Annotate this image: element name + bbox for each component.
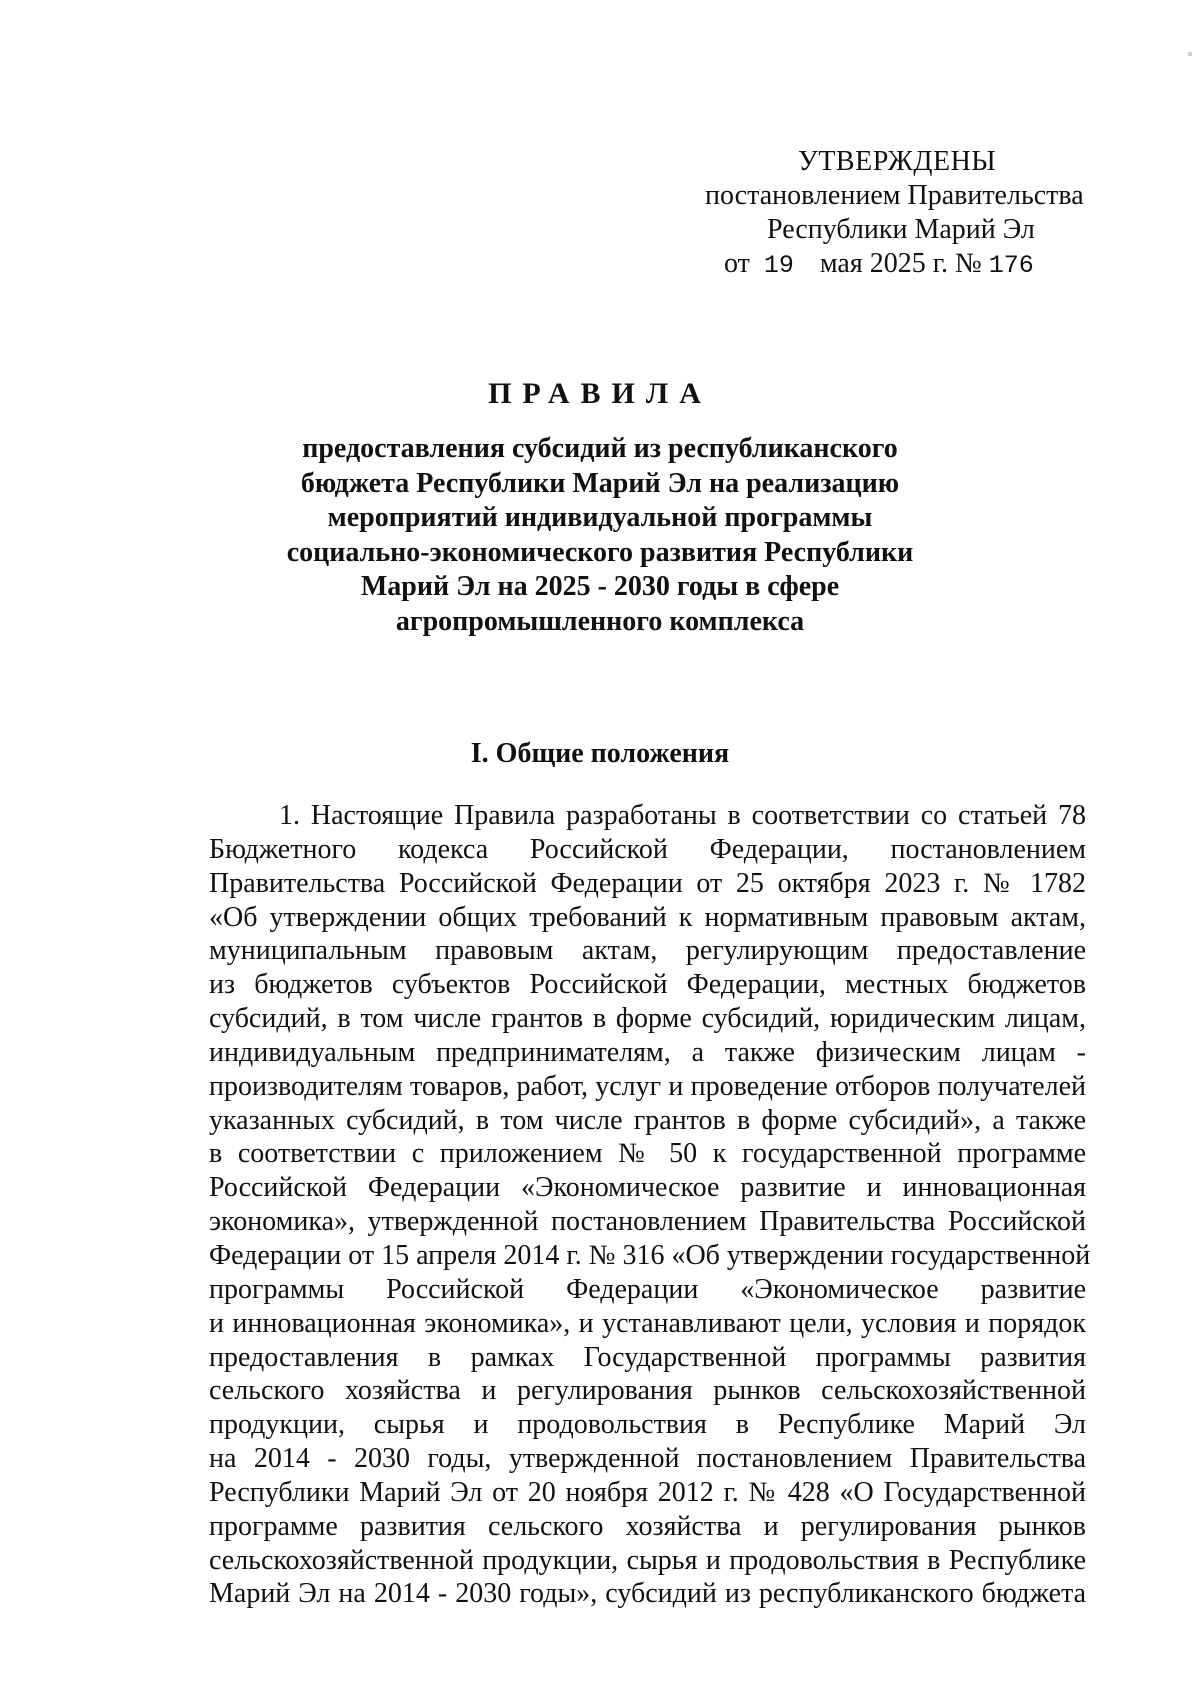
paragraph-line: продукции, сырья и продовольствия в Республике Марий Эл <box>209 1409 1086 1441</box>
approval-date <box>724 246 1034 284</box>
subtitle-line: Марий Эл на 2025 - 2030 годы в сфере <box>360 571 840 602</box>
paragraph-line: «Об утверждении общих требований к нормативным правовым актам, <box>209 901 1086 933</box>
paragraph-line: муниципальным правовым актам, регулирующим предоставление <box>209 935 1086 967</box>
paragraph-line: Бюджетного кодекса Российской Федерации, постановлением <box>209 833 1086 865</box>
subtitle-line: социально-экономического развития Республики <box>286 536 914 568</box>
paragraph-line: на 2014 - 2030 годы, утвержденной постановлением Правительства <box>209 1443 1086 1475</box>
paragraph-line: программе развития сельского хозяйства и регулирования рынков <box>209 1510 1086 1542</box>
paragraph-line: Правительства Российской Федерации от 25 октября 2023 г. № 1782 <box>209 867 1086 899</box>
paragraph-line: из бюджетов субъектов Российской Федерации, местных бюджетов <box>209 969 1086 1001</box>
paragraph-line: Марий Эл на 2014 - 2030 годы», субсидий из республиканского бюджета <box>209 1578 1086 1610</box>
paragraph-line: сельскохозяйственной продукции, сырья и продовольствия в Республике <box>209 1544 1086 1576</box>
section-heading: I. Общие положения <box>470 738 730 769</box>
paragraph-line: Российской Федерации «Экономическое развитие и инновационная <box>209 1172 1086 1204</box>
paragraph-line: программы Российской Федерации «Экономическое развитие <box>209 1273 1086 1305</box>
date-prefix: от <box>724 248 750 279</box>
paragraph-line: указанных субсидий, в том числе грантов в форме субсидий», а также <box>209 1104 1086 1136</box>
paragraph-1 <box>209 799 1091 1611</box>
approval-by: постановлением Правительства <box>705 180 1084 211</box>
subtitle-line: бюджета Республики Марий Эл на реализацию <box>300 467 900 499</box>
paragraph-line: и инновационная экономика», и устанавливают цели, условия и порядок <box>209 1307 1086 1339</box>
paragraph-line: индивидуальным предпринимателям, а также физическим лицам - <box>209 1036 1086 1068</box>
paragraph-line: субсидий, в том числе грантов в форме субсидий, юридическим лицам, <box>209 1003 1086 1035</box>
document-title: ПРАВИЛА <box>488 377 712 410</box>
paragraph-line: производителям товаров, работ, услуг и проведение отборов получателей <box>209 1070 1086 1102</box>
approval-title: УТВЕРЖДЕНЫ <box>798 146 997 177</box>
subtitle-line: агропромышленного комплекса <box>395 605 805 637</box>
date-month-year: мая 2025 г. № <box>819 248 982 279</box>
date-day: 19 <box>763 251 794 280</box>
paragraph-line: 1. Настоящие Правила разработаны в соответствии со статьей 78 <box>279 800 1086 831</box>
approval-republic: Республики Марий Эл <box>767 214 1035 245</box>
document-number: 176 <box>988 251 1034 280</box>
subtitle-line: мероприятий индивидуальной программы <box>327 502 873 533</box>
subtitle-line: предоставления субсидий из республиканского <box>302 433 898 464</box>
paragraph-line: экономика», утвержденной постановлением Правительства Российской <box>209 1206 1086 1238</box>
paragraph-line: сельского хозяйства и регулирования рынков сельскохозяйственной <box>209 1375 1086 1407</box>
scan-artifact <box>1188 52 1192 56</box>
paragraph-line: Республики Марий Эл от 20 ноября 2012 г. № 428 «О Государственной <box>209 1476 1086 1508</box>
paragraph-line: предоставления в рамках Государственной программы развития <box>209 1341 1086 1373</box>
paragraph-line: Федерации от 15 апреля 2014 г. № 316 «Об утверждении государственной <box>209 1239 1091 1271</box>
document-subtitle <box>200 432 1000 639</box>
paragraph-line: в соответствии с приложением № 50 к государственной программе <box>209 1138 1086 1170</box>
